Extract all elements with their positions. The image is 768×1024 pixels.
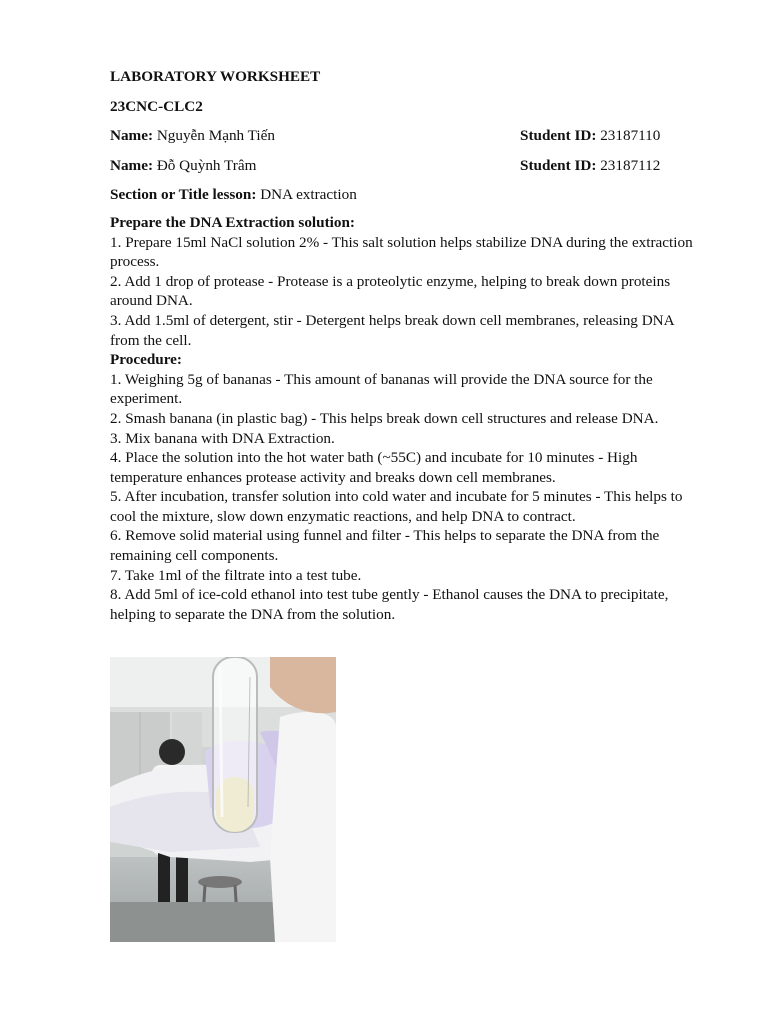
procedure-step: 7. Take 1ml of the filtrate into a test tube. (110, 566, 362, 584)
test-tube-photo-illustration (110, 657, 336, 942)
student-id-value: 23187112 (600, 156, 661, 174)
student-id-1 (520, 126, 700, 146)
prepare-step: 1. Prepare 15ml NaCl solution 2% - This salt solution helps stabilize DNA during the extraction process. (110, 233, 693, 271)
student-row-1 (110, 126, 700, 146)
student-row-2 (110, 156, 700, 176)
student-id-2 (520, 156, 700, 176)
prepare-step: 3. Add 1.5ml of detergent, stir - Detergent helps break down cell membranes, releasing DNA from the cell. (110, 311, 674, 349)
lesson-value: DNA extraction (260, 186, 357, 204)
lesson-label: Section or Title lesson: (110, 186, 257, 204)
procedure-step: 6. Remove solid material using funnel and filter - This helps to separate the DNA from the remaining cell components. (110, 527, 660, 565)
procedure-step: 8. Add 5ml of ice-cold ethanol into test tube gently - Ethanol causes the DNA to precipitate, helping to separate the DNA from the solution. (110, 586, 669, 623)
name-label: Name: (110, 127, 154, 145)
procedure-step: 5. After incubation, transfer solution into cold water and incubate for 5 minutes - This helps to cool the mixture, slow down enzymatic reactions, and help DNA to contract. (110, 488, 683, 525)
test-tube-photo (110, 657, 336, 942)
worksheet-content (110, 67, 700, 624)
student-id-value: 23187110 (600, 127, 661, 145)
student-name-1 (110, 126, 520, 146)
procedure-heading: Procedure: (110, 351, 182, 369)
prepare-steps (110, 233, 700, 351)
worksheet-title: LABORATORY WORKSHEET (110, 68, 321, 85)
procedure-step: 4. Place the solution into the hot water bath (~55C) and incubate for 10 minutes - High temperature enhances protease activity and breaks down cell membranes. (110, 449, 638, 486)
prepare-step: 2. Add 1 drop of protease - Protease is a proteolytic enzyme, helping to break down proteins around DNA. (110, 272, 671, 310)
name-value: Nguyễn Mạnh Tiến (156, 127, 275, 145)
name-value: Đỗ Quỳnh Trâm (156, 156, 257, 174)
student-name-2 (110, 156, 520, 176)
procedure-steps (110, 370, 700, 625)
student-id-label: Student ID: (520, 127, 597, 145)
name-label: Name: (110, 156, 154, 174)
procedure-step: 3. Mix banana with DNA Extraction. (110, 429, 335, 447)
lesson-line (110, 185, 700, 205)
prepare-heading: Prepare the DNA Extraction solution: (110, 213, 355, 231)
class-code: 23CNC-CLC2 (110, 97, 203, 115)
procedure-step: 1. Weighing 5g of bananas - This amount of bananas will provide the DNA source for the experiment. (110, 370, 653, 408)
procedure-step: 2. Smash banana (in plastic bag) - This helps break down cell structures and release DNA. (110, 409, 659, 427)
student-id-label: Student ID: (520, 156, 597, 174)
